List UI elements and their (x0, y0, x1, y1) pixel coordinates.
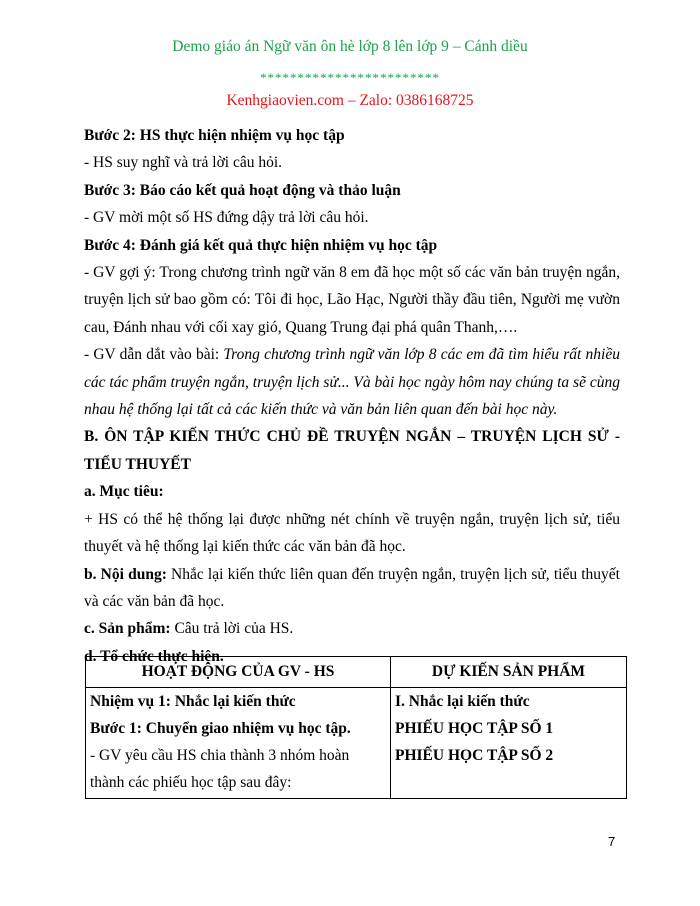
task-instruction: - GV yêu cầu HS chia thành 3 nhóm hoàn thành các phiếu học tập sau đây: (90, 747, 350, 791)
step2-heading: Bước 2: HS thực hiện nhiệm vụ học tập (84, 127, 345, 144)
worksheet-2-label: PHIẾU HỌC TẬP SỐ 2 (395, 747, 554, 764)
step3-heading: Bước 3: Báo cáo kết quả hoạt động và thảo luận (84, 181, 401, 199)
content-paragraph (84, 561, 620, 616)
product-paragraph (84, 615, 620, 642)
task-1-heading: Nhiệm vụ 1: Nhắc lại kiến thức (90, 693, 296, 710)
header-contact: Kenhgiaovien.com – Zalo: 0386168725 (226, 92, 474, 109)
lead-in-prefix: - GV dẫn dắt vào bài: (84, 346, 224, 364)
knowledge-review-heading: I. Nhắc lại kiến thức (395, 693, 530, 710)
header-stars: ************************ (260, 70, 440, 85)
step4-item-hint: - GV gợi ý: Trong chương trình ngữ văn 8 em đã học một số các văn bản truyện ngắn, truyện lịch sử bao gồm có: Tôi đi học, Lão Hạc, Người thầy đầu tiên, Người mẹ vườn cau, Đánh nhau với cối xay gió, Quang Trung đại phá quân Thanh,…. (84, 264, 620, 336)
products-cell (391, 688, 627, 799)
step3-item: - GV mời một số HS đứng dậy trả lời câu hỏi. (84, 209, 369, 227)
header-title: Demo giáo án Ngữ văn ôn hè lớp 8 lên lớp 9 – Cánh diều (172, 38, 528, 55)
table-header-products: DỰ KIẾN SẢN PHẨM (391, 657, 627, 688)
step-1-heading: Bước 1: Chuyển giao nhiệm vụ học tập. (90, 720, 351, 737)
page-number: 7 (608, 834, 616, 849)
activities-cell (86, 688, 391, 799)
section-b-heading: B. ÔN TẬP KIẾN THỨC CHỦ ĐỀ TRUYỆN NGẮN – TRUYỆN LỊCH SỬ - TIỂU THUYẾT (84, 428, 620, 473)
worksheet-1-label: PHIẾU HỌC TẬP SỐ 1 (395, 720, 554, 737)
content-label: b. Nội dung: (84, 565, 167, 583)
lead-in-italic: Trong chương trình ngữ văn lớp 8 các em đã tìm hiểu rất nhiều các tác phẩm truyện ngắn, truyện lịch sử... Và bài học ngày hôm nay chúng ta sẽ cùng nhau hệ thống lại tất cả các kiến thức và văn bản liên quan đến bài học này. (84, 346, 620, 419)
objective-text: + HS có thể hệ thống lại được những nét chính về truyện ngắn, truyện lịch sử, tiểu thuyết và hệ thống lại kiến thức các văn bản đã học. (84, 510, 620, 556)
objective-label: a. Mục tiêu: (84, 483, 164, 501)
step2-item: - HS suy nghĩ và trả lời câu hỏi. (84, 154, 283, 172)
product-text: Câu trả lời của HS. (170, 620, 294, 638)
activity-table (85, 656, 627, 799)
table-header-activities: HOẠT ĐỘNG CỦA GV - HS (86, 657, 391, 688)
product-label: c. Sản phẩm: (84, 620, 171, 638)
step4-item-lead-in (84, 341, 620, 423)
document-body (84, 122, 620, 670)
content-text: Nhắc lại kiến thức liên quan đến truyện ngắn, truyện lịch sử, tiểu thuyết và các văn bản đã học. (84, 565, 620, 610)
table-row (86, 688, 627, 799)
table-header-row (86, 657, 627, 688)
step4-heading: Bước 4: Đánh giá kết quả thực hiện nhiệm vụ học tập (84, 236, 438, 254)
organization-label: d. Tổ chức thực hiện. (84, 647, 224, 665)
